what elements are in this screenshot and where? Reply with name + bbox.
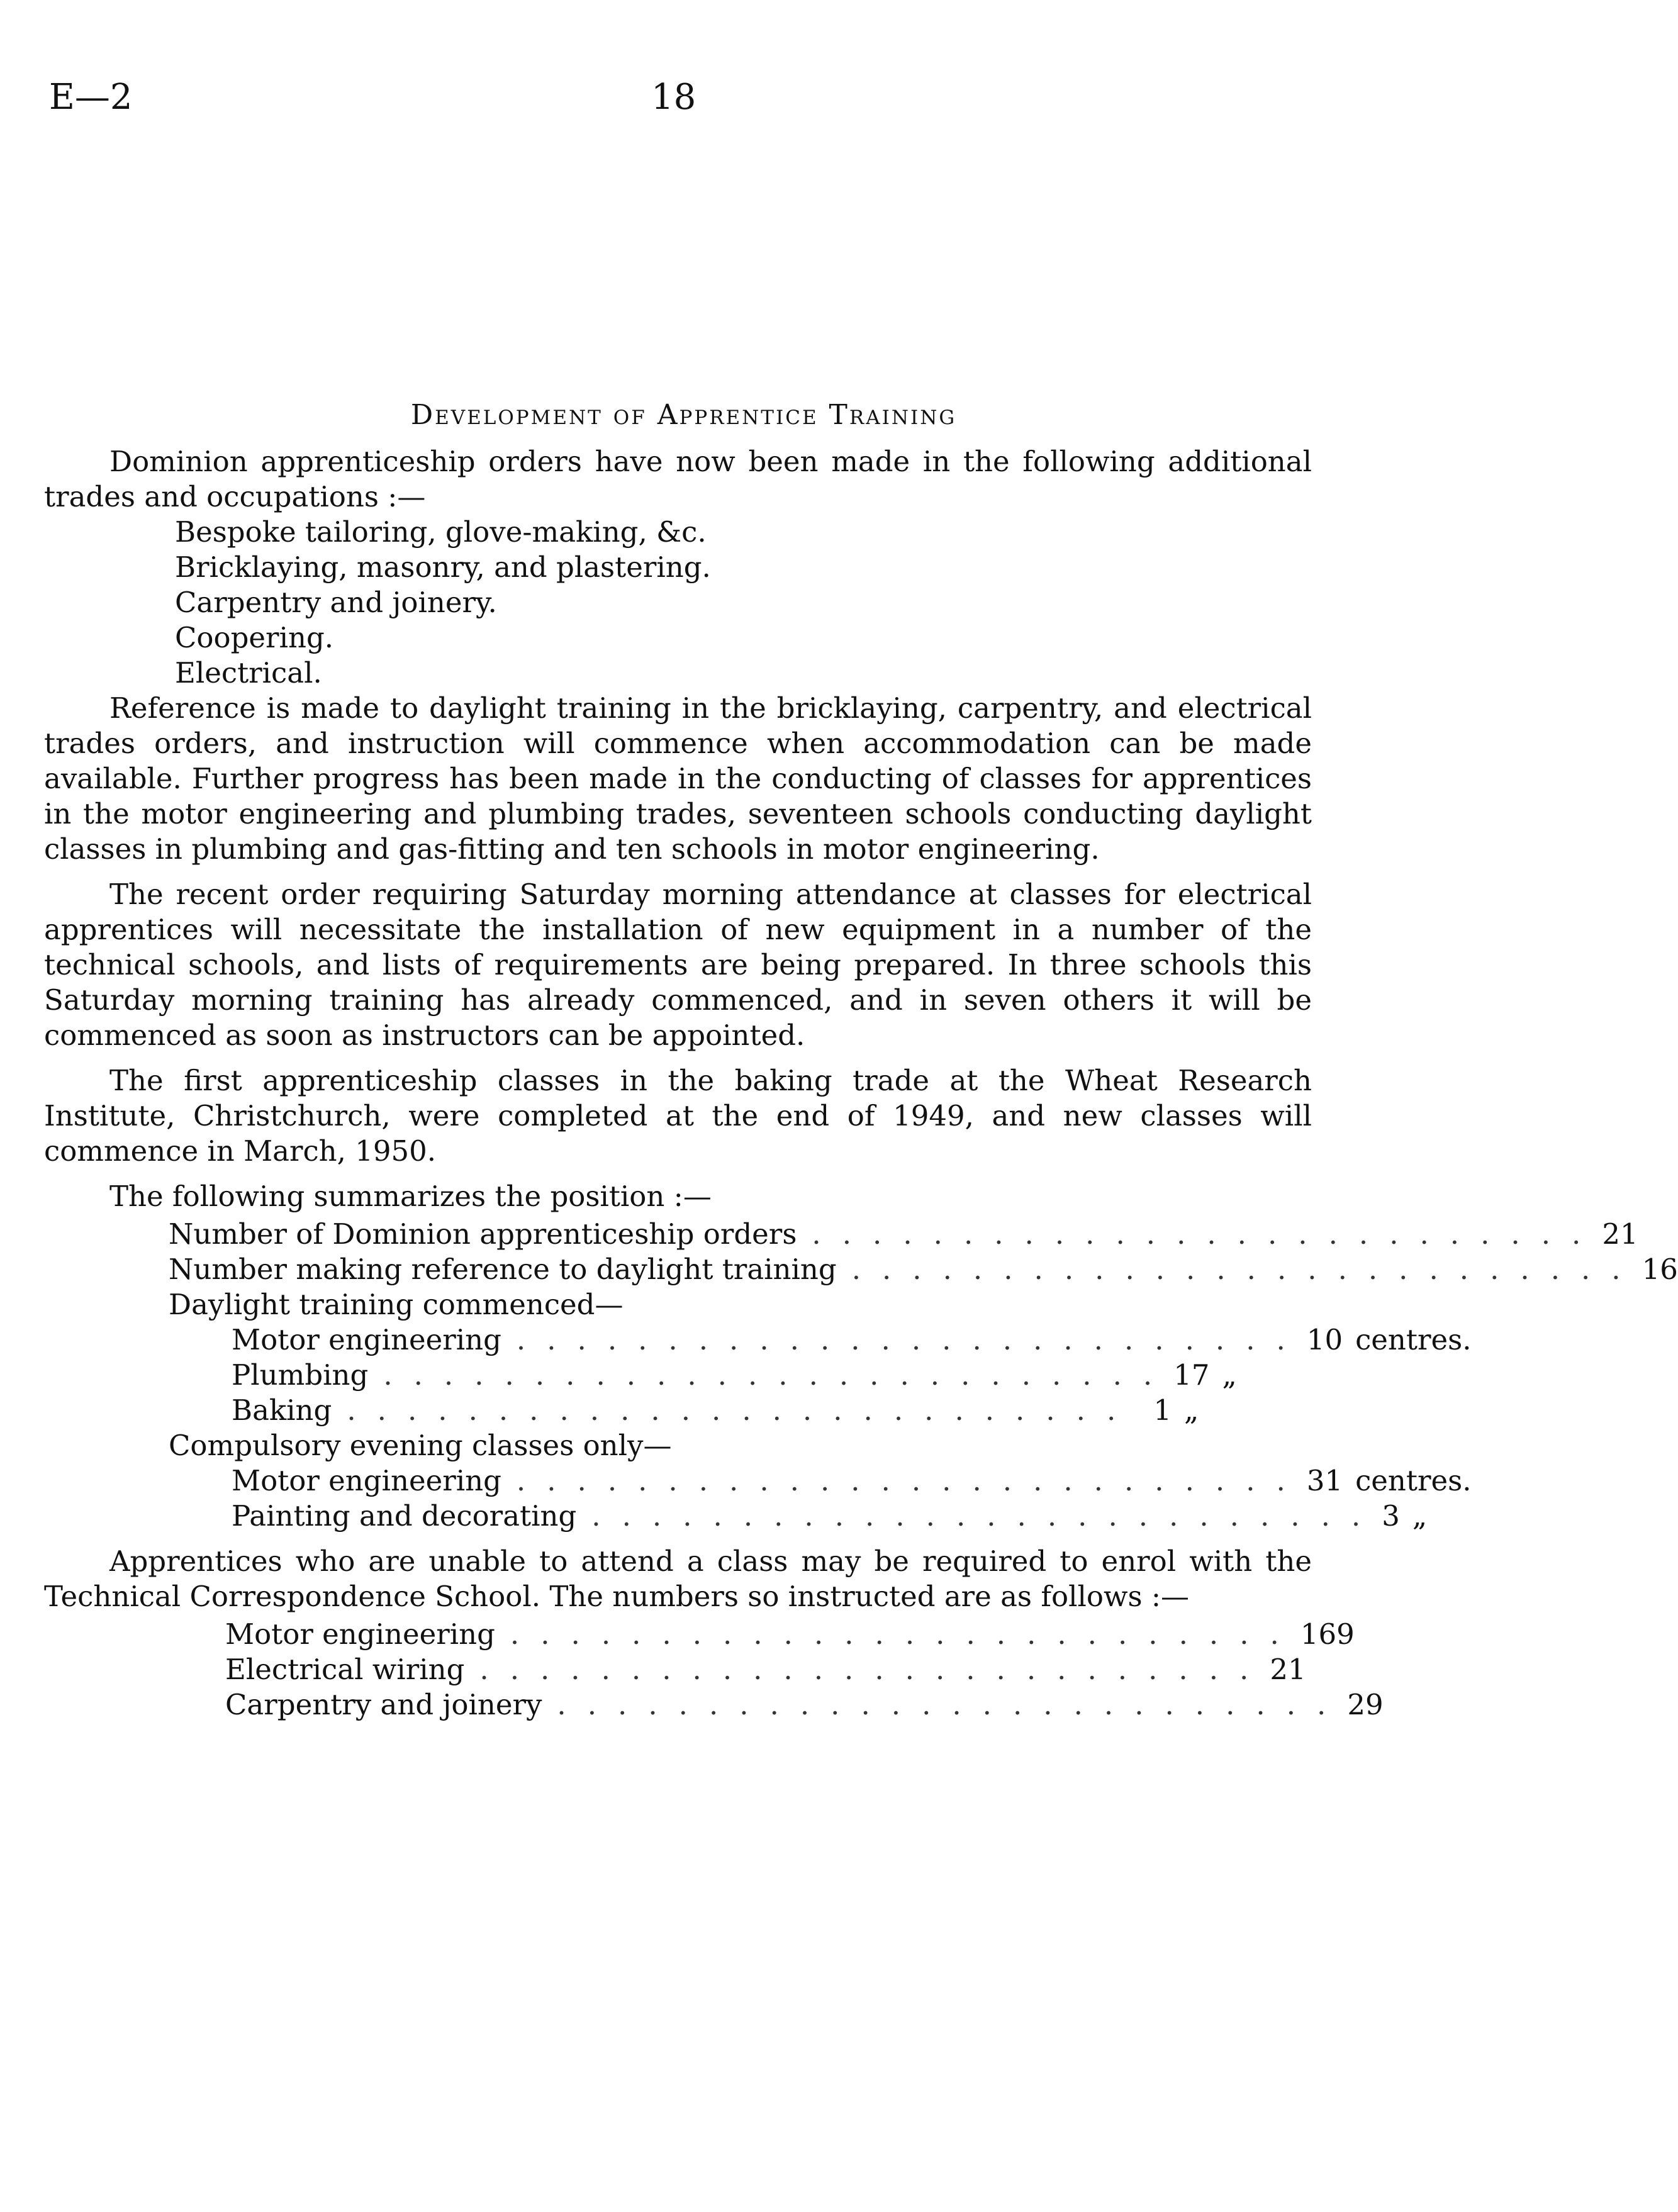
row-unit: „ <box>1222 1358 1237 1392</box>
row-value: 16 <box>1642 1253 1678 1286</box>
group-heading: Compulsory evening classes only— <box>169 1429 672 1462</box>
row-value: 17 <box>1173 1358 1210 1392</box>
row-unit: centres. <box>1355 1323 1472 1356</box>
row-label: Carpentry and joinery <box>225 1688 542 1721</box>
row-unit: centres. <box>1355 1464 1472 1497</box>
row-value: 3 <box>1382 1499 1400 1533</box>
row-label: Baking <box>232 1394 332 1427</box>
trades-list <box>175 515 1312 691</box>
row-label: Painting and decorating <box>232 1499 577 1533</box>
list-item: Electrical. <box>175 656 322 690</box>
leader-dots: .......................... <box>591 1499 1382 1533</box>
row-label: Motor engineering <box>232 1323 501 1356</box>
table-row <box>225 1652 1306 1687</box>
table-row <box>169 1217 1638 1252</box>
list-item: Bespoke tailoring, glove-making, &c. <box>175 515 707 549</box>
list-item: Carpentry and joinery. <box>175 586 497 619</box>
row-value: 1 <box>1153 1394 1172 1427</box>
row-value: 169 <box>1300 1617 1355 1651</box>
group-heading-row <box>169 1428 1312 1463</box>
section-title: Development of Apprentice Training <box>410 399 957 431</box>
leader-dots: .......................... <box>479 1653 1270 1686</box>
leader-dots: .......................... <box>812 1217 1602 1251</box>
table-row <box>169 1499 1428 1534</box>
list-item: Bricklaying, masonry, and plastering. <box>175 550 711 584</box>
row-value: 21 <box>1602 1217 1638 1251</box>
list-item: Coopering. <box>175 621 334 654</box>
row-label: Electrical wiring <box>225 1653 465 1686</box>
row-unit: „ <box>1183 1394 1199 1427</box>
leader-dots: .......................... <box>516 1464 1307 1497</box>
leader-dots: .......................... <box>347 1394 1138 1427</box>
row-value: 21 <box>1270 1653 1306 1686</box>
table-row <box>169 1322 1472 1358</box>
intro-paragraph: Dominion apprenticeship orders have now been made in the following additional trades and occupations :— <box>44 445 1312 513</box>
leader-dots: .......................... <box>516 1323 1307 1356</box>
table-row <box>225 1687 1384 1723</box>
correspondence-paragraph: Apprentices who are unable to attend a class may be required to enrol with the Technical Correspondence School. The numbers so instructed are as follows :— <box>44 1544 1312 1613</box>
saturday-training-paragraph: The recent order requiring Saturday morning attendance at classes for electrical apprentices will necessitate the installation of new equipment in a number of the technical schools, and lists of requirements are being prepared. In three schools this Saturday morning training has already commenced, and in seven others it will be commenced as soon as instructors can be appointed. <box>44 878 1312 1052</box>
table-row <box>169 1358 1312 1393</box>
leader-dots: .......................... <box>851 1253 1642 1286</box>
row-label: Number making reference to daylight training <box>169 1253 837 1286</box>
table-row <box>225 1617 1355 1652</box>
row-label: Number of Dominion apprenticeship orders <box>169 1217 797 1251</box>
correspondence-table <box>225 1617 1384 1723</box>
leader-dots: .......................... <box>383 1358 1174 1392</box>
row-value: 10 <box>1306 1323 1343 1356</box>
row-value: 31 <box>1306 1464 1343 1497</box>
table-row <box>169 1393 1312 1428</box>
summary-intro: The following summarizes the position :— <box>109 1180 712 1213</box>
row-label: Motor engineering <box>225 1617 495 1651</box>
leader-dots: .......................... <box>557 1688 1348 1721</box>
daylight-training-paragraph: Reference is made to daylight training in the bricklaying, carpentry, and electrical trades orders, and instruction will commence when accommodation can be made available. Further progress has been made in the conducting of classes for apprentices in the motor engineering and plumbing trades, seventeen schools conducting daylight classes in plumbing and gas-fitting and ten schools in motor engineering. <box>44 691 1312 866</box>
document-body <box>44 444 1678 1723</box>
row-label: Plumbing <box>232 1358 369 1392</box>
table-row <box>169 1252 1678 1287</box>
table-row <box>169 1463 1472 1499</box>
summary-table <box>169 1217 1678 1534</box>
leader-dots: .......................... <box>510 1617 1300 1651</box>
document-reference: E—2 <box>49 77 133 118</box>
baking-paragraph: The first apprenticeship classes in the baking trade at the Wheat Research Institute, Christchurch, were completed at the end of 1949, and new classes will commence in March, 1950. <box>44 1064 1312 1168</box>
row-unit: „ <box>1412 1499 1428 1533</box>
page-number: 18 <box>651 77 696 118</box>
group-heading-row <box>169 1287 1312 1322</box>
row-label: Motor engineering <box>232 1464 501 1497</box>
row-value: 29 <box>1347 1688 1384 1721</box>
group-heading: Daylight training commenced— <box>169 1288 624 1321</box>
